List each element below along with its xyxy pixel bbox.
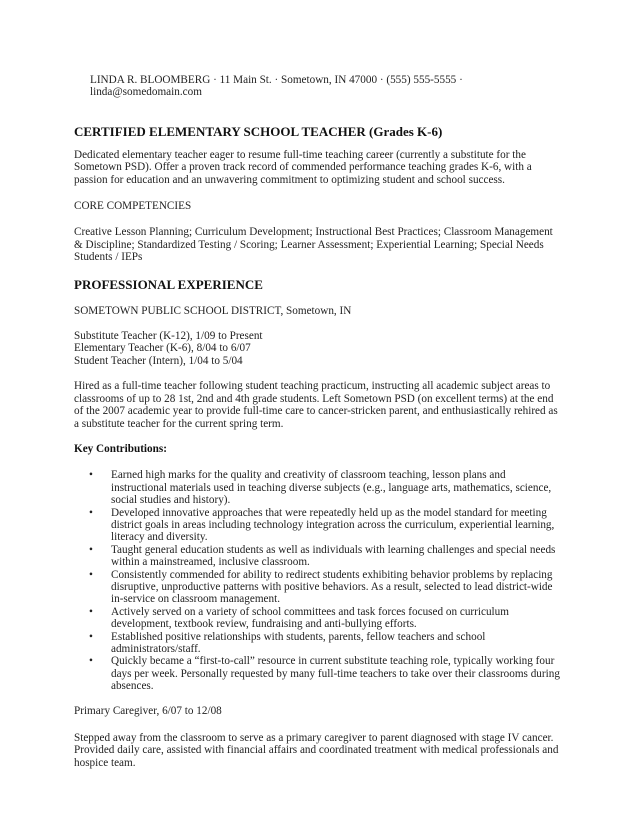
employer-description: Hired as a full-time teacher following student teaching practicum, instructing all academic subject areas to classrooms of up to 28 1st, 2nd and 4th grade students. Left Sometown PSD (on excellent terms) at the end of the 2007 academic year to provide full-time care to cancer-stricken parent, and enthusiastically rehired as a substitute teacher for the current spring term. xyxy=(74,380,558,430)
list-item-text: Actively served on a variety of school committees and task forces focused on curriculum development, textbook review, fundraising and anti-bullying efforts. xyxy=(111,605,509,631)
list-item-text: Earned high marks for the quality and creativity of classroom teaching, lesson plans and instructional materials used in teaching diverse subjects (e.g., language arts, mathematics, science, social studies and history). xyxy=(111,469,552,507)
list-item-text: Consistently commended for ability to redirect students exhibiting behavior problems by replacing disruptive, unproductive patterns with positive behaviors. As a result, selected to lead district-wide in-service on classroom management. xyxy=(111,568,553,606)
role: Substitute Teacher (K-12), 1/09 to Present xyxy=(74,330,263,343)
list-item xyxy=(74,469,564,506)
caregiver-role: Primary Caregiver, 6/07 to 12/08 xyxy=(74,704,222,717)
list-item xyxy=(74,631,564,656)
list-item-text: Established positive relationships with students, parents, fellow teachers and school administrators/staff. xyxy=(111,630,486,655)
bullet-icon: • xyxy=(89,469,93,482)
core-competencies-list: Creative Lesson Planning; Curriculum Development; Instructional Best Practices; Classroom Management & Discipline; Standardized Testing / Scoring; Learner Assessment; Experiential Learning; Special Needs Students / IEPs xyxy=(74,226,553,264)
list-item xyxy=(74,544,564,569)
contact-line: LINDA R. BLOOMBERG · 11 Main St. · Sometown, IN 47000 · (555) 555-5555 · linda@somedomain.com xyxy=(90,74,463,99)
bullet-icon: • xyxy=(89,630,93,643)
resume-page xyxy=(74,0,564,809)
list-item xyxy=(74,569,564,606)
bullet-icon: • xyxy=(89,568,93,581)
key-contributions-heading: Key Contributions: xyxy=(74,442,167,455)
list-item-text: Taught general education students as well as individuals with learning challenges and special needs within a mainstreamed, inclusive classroom. xyxy=(111,543,556,569)
bullet-icon: • xyxy=(89,605,93,618)
bullet-icon: • xyxy=(89,655,93,668)
list-item-text: Developed innovative approaches that were repeatedly held up as the model standard for meeting district goals in areas including technology integration across the curriculum, experiential learning, literacy and diversity. xyxy=(111,506,555,544)
contributions-list xyxy=(74,469,564,692)
list-item xyxy=(74,655,564,692)
list-item-text: Quickly became a “first-to-call” resource in current substitute teaching role, typically working four days per week. Personally requested by many full-time teachers to take over their classrooms during absences. xyxy=(111,655,560,693)
role: Student Teacher (Intern), 1/04 to 5/04 xyxy=(74,354,243,367)
roles-list xyxy=(74,330,564,367)
list-item xyxy=(74,507,564,544)
employer: SOMETOWN PUBLIC SCHOOL DISTRICT, Sometown, IN xyxy=(74,304,352,317)
bullet-icon: • xyxy=(89,506,93,519)
role: Elementary Teacher (K-6), 8/04 to 6/07 xyxy=(74,342,251,355)
caregiver-description: Stepped away from the classroom to serve as a primary caregiver to parent diagnosed with stage IV cancer. Provided daily care, assisted with financial affairs and coordinated treatment with medical professionals and hospice team. xyxy=(74,732,559,769)
summary: Dedicated elementary teacher eager to resume full-time teaching career (currently a substitute for the Sometown PSD). Offer a proven track record of commended performance teaching grades K-6, with a passion for education and an unwavering commitment to optimizing student and school success. xyxy=(74,148,532,186)
bullet-icon: • xyxy=(89,543,93,556)
resume-title: CERTIFIED ELEMENTARY SCHOOL TEACHER (Grades K-6) xyxy=(74,123,443,139)
list-item xyxy=(74,606,564,631)
experience-heading: PROFESSIONAL EXPERIENCE xyxy=(74,276,263,292)
core-competencies-heading: CORE COMPETENCIES xyxy=(74,200,192,213)
